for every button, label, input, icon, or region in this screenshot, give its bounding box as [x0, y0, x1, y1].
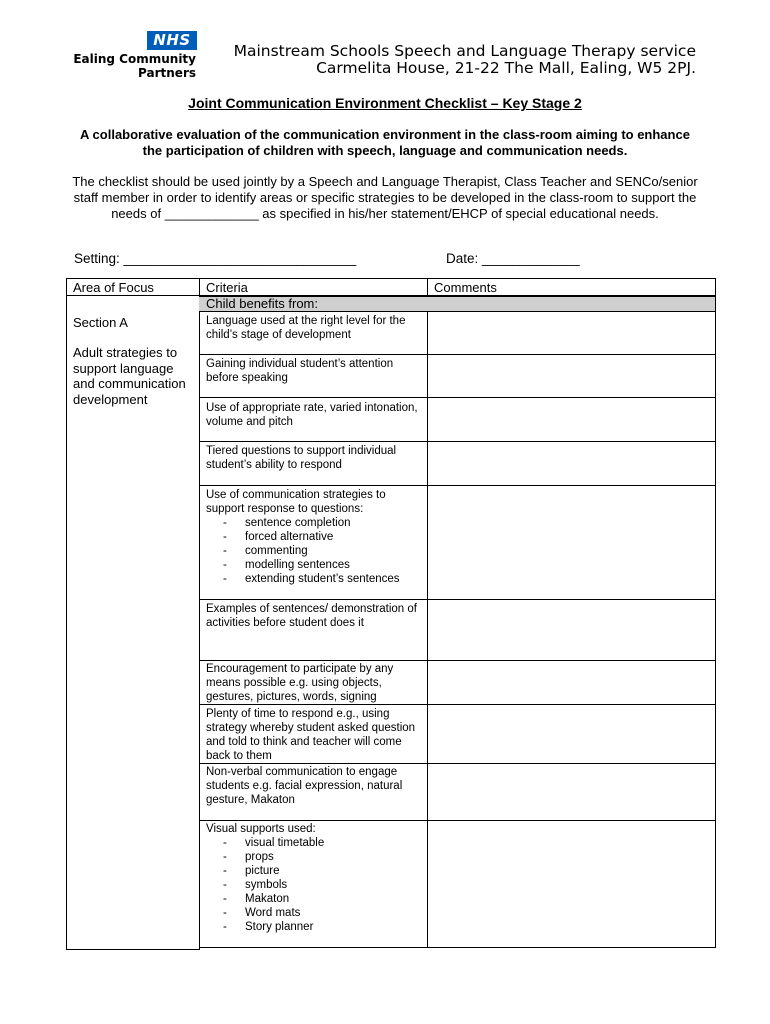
- criteria-text: Visual supports used:: [206, 823, 316, 835]
- list-item: - forced alternative: [206, 530, 424, 544]
- nhs-logo: NHS: [147, 31, 197, 50]
- criteria-row: Gaining individual student’s attention before speaking: [206, 358, 394, 384]
- criteria-row: Examples of sentences/ demonstration of activities before student does it: [206, 603, 417, 629]
- list-item: - visual timetable: [206, 836, 424, 850]
- list-item: - sentence completion: [206, 516, 424, 530]
- org-name-line1: Ealing Community: [73, 52, 196, 66]
- section-description: Adult strategies to support language and communication development: [73, 345, 186, 407]
- date-field: Date: _____________: [446, 251, 580, 266]
- description-paragraph: The checklist should be used jointly by a Speech and Language Therapist, Class Teacher and SENCo/senior staff member in order to identify areas or specific strategies to be developed in the class-room to support the needs of _____________ as specified in his/her statement/EHCP of special educational needs.: [72, 174, 698, 221]
- section-title: Section A: [73, 315, 128, 330]
- criteria-row: Tiered questions to support individual student’s ability to respond: [206, 445, 397, 471]
- strategy-list: [206, 516, 424, 586]
- list-item: - picture: [206, 864, 424, 878]
- header-criteria: Criteria: [206, 280, 248, 295]
- criteria-row: Use of appropriate rate, varied intonation, volume and pitch: [206, 402, 418, 428]
- list-item: - Story planner: [206, 920, 424, 934]
- criteria-row-strategies: [206, 488, 424, 586]
- list-item: - extending student’s sentences: [206, 572, 424, 586]
- intro-paragraph: A collaborative evaluation of the communication environment in the class-room aiming to enhance the participation of children with speech, language and communication needs.: [80, 127, 690, 158]
- benefit-row-label: Child benefits from:: [206, 296, 318, 311]
- list-item: - symbols: [206, 878, 424, 892]
- criteria-row: Plenty of time to respond e.g., using strategy whereby student asked question and told to think and teacher will come back to them: [206, 708, 416, 762]
- service-name: Mainstream Schools Speech and Language Therapy service: [233, 42, 696, 60]
- criteria-row-visual-supports: [206, 822, 424, 934]
- list-item: - Word mats: [206, 906, 424, 920]
- criteria-row: Non-verbal communication to engage students e.g. facial expression, natural gesture, Makaton: [206, 766, 403, 806]
- list-item: - commenting: [206, 544, 424, 558]
- criteria-text: Use of communication strategies to support response to questions:: [206, 489, 386, 515]
- setting-field: Setting: _______________________________: [74, 251, 357, 266]
- header-area-of-focus: Area of Focus: [73, 280, 154, 295]
- visual-supports-list: [206, 836, 424, 934]
- list-item: - props: [206, 850, 424, 864]
- list-item: - Makaton: [206, 892, 424, 906]
- criteria-row: Encouragement to participate by any means possible e.g. using objects, gestures, pictures, words, signing: [206, 663, 394, 703]
- document-title: Joint Communication Environment Checklist – Key Stage 2: [188, 95, 582, 111]
- header-comments: Comments: [434, 280, 497, 295]
- criteria-row: Language used at the right level for the child’s stage of development: [206, 315, 406, 341]
- service-address: Carmelita House, 21-22 The Mall, Ealing, W5 2PJ.: [316, 59, 696, 77]
- org-name-line2: Partners: [138, 66, 196, 80]
- list-item: - modelling sentences: [206, 558, 424, 572]
